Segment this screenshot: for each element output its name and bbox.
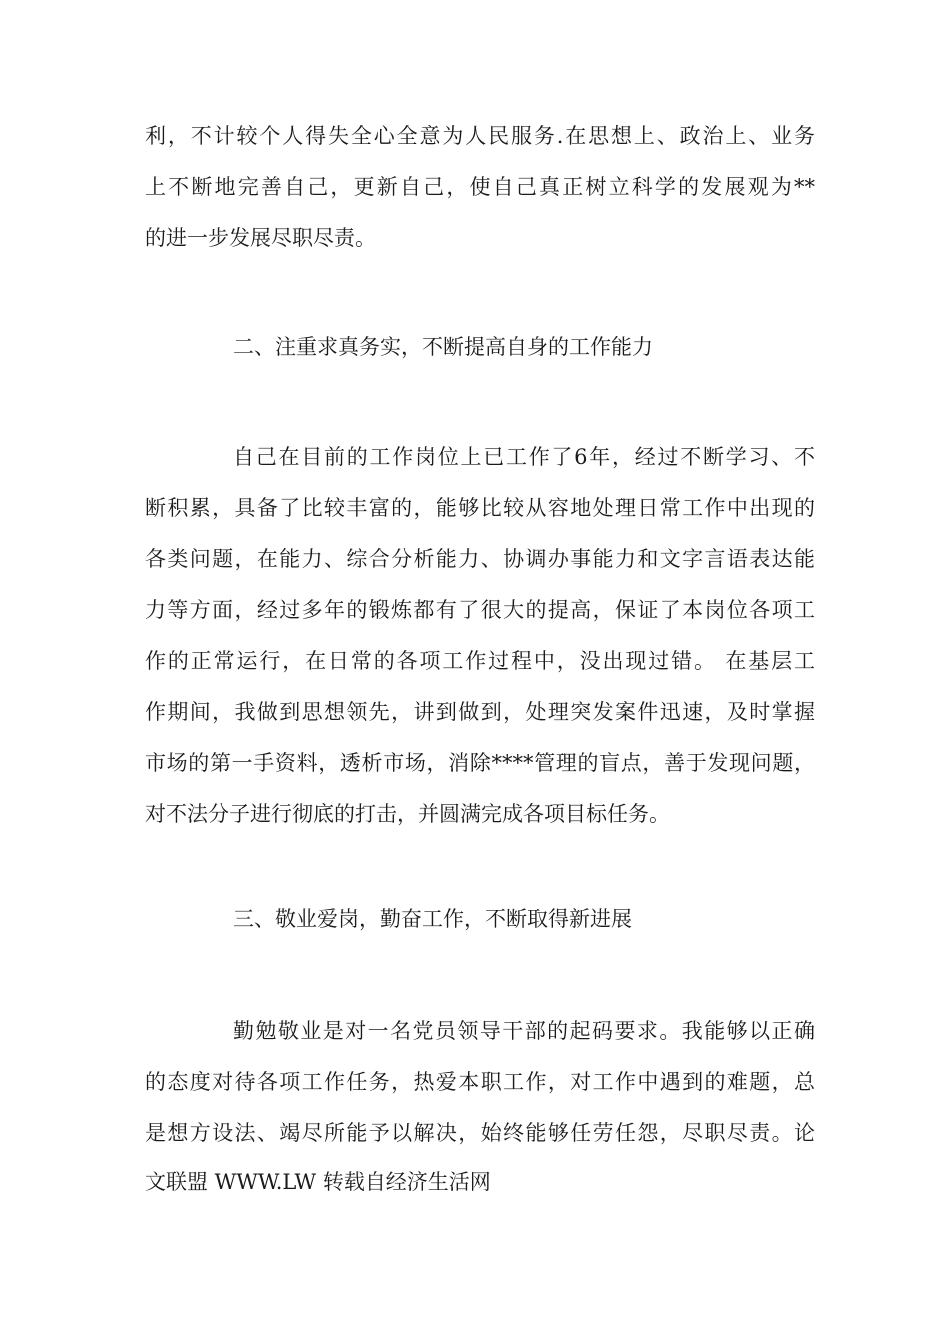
paragraph-2-line-3: 各类问题，在能力、综合分析能力、协调办事能力和文字言语表达能: [145, 547, 815, 571]
paragraph-3-line-4: 文联盟 WWW.LW 转载自经济生活网: [145, 1170, 491, 1194]
paragraph-2-line-2: 断积累，具备了比较丰富的，能够比较从容地处理日常工作中出现的: [145, 496, 815, 520]
paragraph-2-line-4: 力等方面，经过多年的锻炼都有了很大的提高，保证了本岗位各项工: [145, 598, 815, 622]
paragraph-3-line-2: 的态度对待各项工作任务，热爱本职工作，对工作中遇到的难题，总: [145, 1070, 815, 1094]
paragraph-2-line-7: 市场的第一手资料，透析市场，消除****管理的盲点，善于发现问题，: [145, 751, 815, 775]
paragraph-1-line-3: 的进一步发展尽职尽责。: [145, 226, 376, 250]
paragraph-3-line-1: 勤勉敬业是对一名党员领导干部的起码要求。我能够以正确: [233, 1019, 815, 1043]
paragraph-1-line-2: 上不断地完善自己，更新自己，使自己真正树立科学的发展观为**: [145, 175, 815, 199]
section-heading-2: 二、注重求真务实，不断提高自身的工作能力: [233, 335, 653, 359]
section-heading-3: 三、敬业爱岗，勤奋工作，不断取得新进展: [233, 907, 632, 931]
paragraph-2-line-1: 自己在目前的工作岗位上已工作了6年，经过不断学习、不: [233, 445, 815, 469]
paragraph-3-line-3: 是想方设法、竭尽所能予以解决，始终能够任劳任怨，尽职尽责。论: [145, 1121, 815, 1145]
paragraph-1-line-1: 利，不计较个人得失全心全意为人民服务.在思想上、政治上、业务: [145, 124, 815, 148]
paragraph-2-line-6: 作期间，我做到思想领先，讲到做到，处理突发案件迅速，及时掌握: [145, 700, 815, 724]
paragraph-2-line-5: 作的正常运行，在日常的各项工作过程中，没出现过错。 在基层工: [145, 649, 815, 673]
paragraph-2-line-8: 对不法分子进行彻底的打击，并圆满完成各项目标任务。: [145, 802, 670, 826]
